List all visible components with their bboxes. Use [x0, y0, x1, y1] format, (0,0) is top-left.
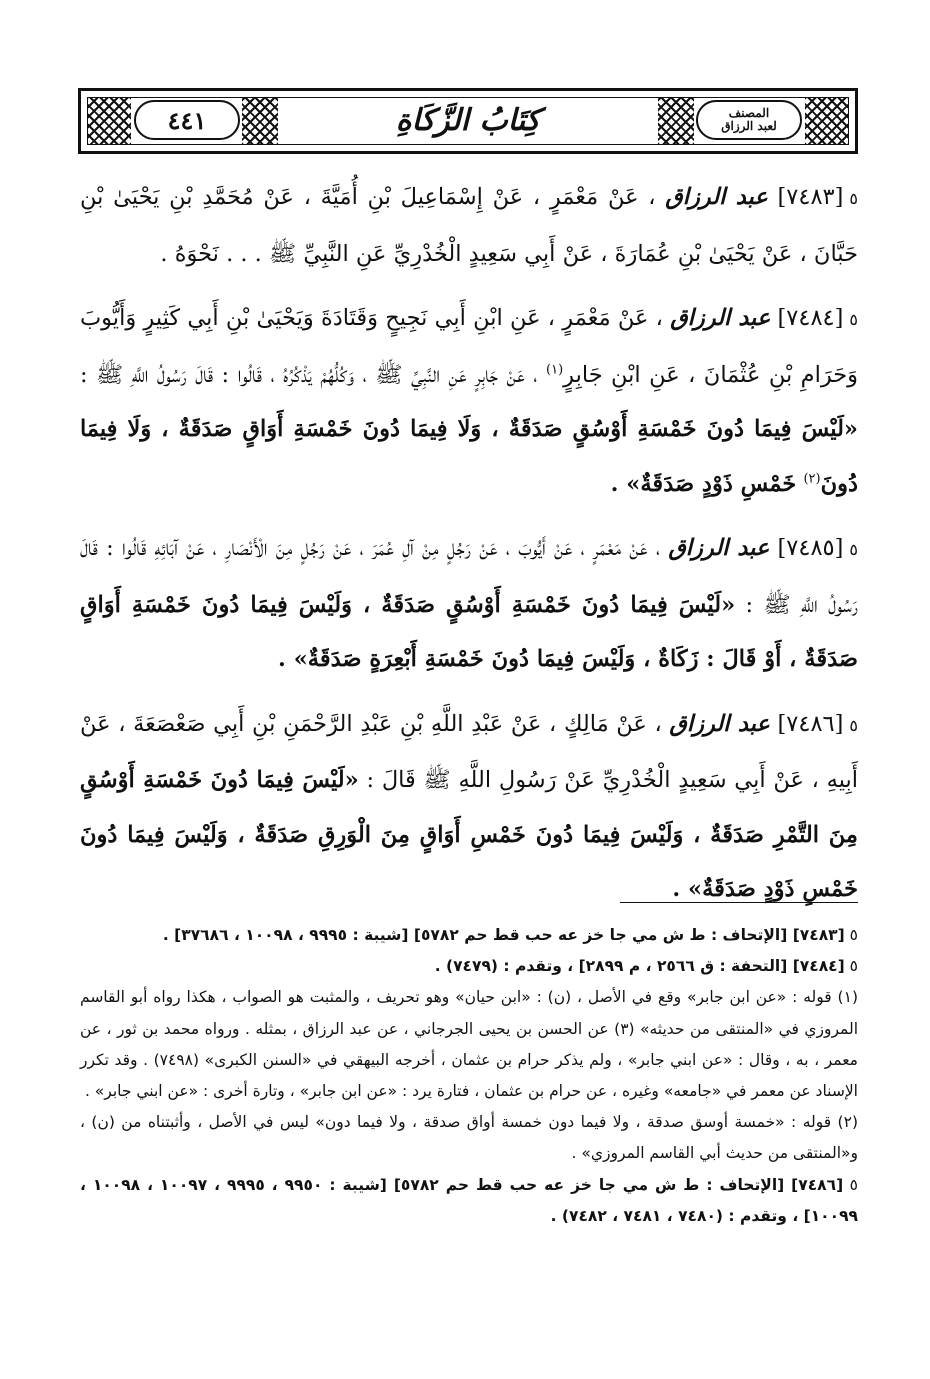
hadith-text: ، عَنْ مَعْمَرٍ ، عَنْ إِسْمَاعِيلَ بْنِ أُمَيَّةَ ، عَنْ مُحَمَّدِ بْنِ يَحْيَىٰ بْنِ حَبَّانَ ، عَنْ يَحْيَىٰ بْنِ عُمَارَةَ ، عَنْ أَبِي سَعِيدٍ الْخُدْرِيِّ عَنِ النَّبِيِّ ﷺ . . . نَحْوَهُ . — [80, 184, 858, 267]
hadith-7484 — [80, 291, 858, 511]
hadith-text: ، عَنْ مَالِكٍ ، عَنْ عَبْدِ اللَّهِ بْنِ عَبْدِ الرَّحْمَنِ بْنِ أَبِي صَعْصَعَةَ ، عَنْ أَبِيهِ ، عَنْ أَبِي سَعِيدٍ الْخُدْرِيِّ عَنْ رَسُولِ اللَّهِ ﷺ قَالَ : — [80, 710, 859, 793]
hadith-7486 — [80, 697, 858, 917]
footnote-source: ٥ [٧٤٨٣] [الإتحاف : ط ش مي جا خز عه حب قط حم ٥٧٨٢] [شيبة : ٩٩٩٥ ، ١٠٠٩٨ ، ٣٧٦٨٦] . — [162, 926, 858, 944]
hadith-7485 — [80, 521, 858, 687]
hadith-marker: ٥ — [849, 715, 858, 735]
brand-line-2: لعبد الرزاق — [721, 119, 777, 133]
footnote-separator — [620, 902, 858, 903]
footnote-ref-2[interactable]: (٢) — [803, 471, 821, 486]
ornament-pattern-icon — [242, 97, 278, 145]
hadith-quote: خَمْسِ ذَوْدٍ صَدَقَةٌ» . — [610, 470, 797, 497]
hadith-number: [٧٤٨٤] — [777, 305, 844, 331]
footnotes — [80, 920, 858, 1232]
hadith-marker: ٥ — [849, 310, 858, 329]
hadith-quote: «لَيْسَ فِيمَا دُونَ خَمْسَةِ أَوْسُقٍ مِنَ التَّمْرِ صَدَقَةٌ ، وَلَيْسَ فِيمَا دُونَ خَمْسِ أَوَاقٍ مِنَ الْوَرِقِ صَدَقَةٌ ، وَلَيْسَ فِيمَا دُونَ خَمْسِ ذَوْدٍ صَدَقَةٌ» . — [80, 767, 858, 902]
page-number: ٤٤١ — [134, 100, 240, 140]
ornament-pattern-icon — [805, 97, 849, 145]
ornament-pattern-icon — [87, 97, 131, 145]
footnote-ref-1[interactable]: (١) — [546, 362, 564, 377]
main-text — [80, 170, 858, 927]
page-header — [78, 88, 858, 154]
hadith-quote: «لَيْسَ فِيمَا دُونَ خَمْسَةِ أَوْسُقٍ صَدَقَةٌ ، وَلَا فِيمَا دُونَ خَمْسَةِ أَوَاقٍ صَدَقَةٌ ، وَلَا فِيمَا دُونَ — [80, 416, 858, 497]
hadith-7483 — [80, 170, 858, 281]
hadith-author: عبد الرزاق — [670, 305, 771, 331]
footnote-source: ٥ [٧٤٨٦] [الإتحاف : ط ش مي جا خز عه حب قط حم ٥٧٨٢] [شيبة : ٩٩٥٠ ، ٩٩٩٥ ، ١٠٠٩٧ ، ١٠٠٩٨ ، ١٠٠٩٩] ، وتقدم : (٧٤٨٠ ، ٧٤٨١ ، ٧٤٨٢) . — [80, 1175, 858, 1225]
hadith-author: عبد الرزاق — [669, 710, 770, 737]
hadith-number: [٧٤٨٥] — [777, 535, 844, 561]
footnote-source: ٥ [٧٤٨٤] [التحفة : ق ٢٥٦٦ ، م ٢٨٩٩] ، وتقدم : (٧٤٧٩) . — [434, 957, 858, 976]
footnote-note: (٢) قوله : «خمسة أوسق صدقة ، ولا فيما دون خمسة أواق صدقة ، ولا فيما دون» ليس في الأصل ، وأثبتناه من (ن) ، و«المنتقى من حديث أبي القاسم المروزي» . — [80, 1113, 858, 1163]
chapter-title: كِتَابُ الزَّكَاةِ — [395, 102, 541, 138]
hadith-quote: «لَيْسَ فِيمَا دُونَ خَمْسَةِ أَوْسُقٍ صَدَقَةٌ ، وَلَيْسَ فِيمَا دُونَ خَمْسَةِ أَوَاقٍ صَدَقَةٌ ، أَوْ قَالَ : زَكَاةٌ ، وَلَيْسَ فِيمَا دُونَ خَمْسَةِ أَبْعِرَةٍ صَدَقَةٌ» . — [80, 591, 858, 672]
hadith-marker: ٥ — [849, 189, 858, 208]
hadith-number: [٧٤٨٦] — [777, 710, 844, 737]
ornament-pattern-icon — [658, 97, 694, 145]
hadith-text: ، عَنْ مَعْمَرٍ ، عَنِ ابْنِ أَبِي نَجِيحٍ وَقَتَادَةَ وَيَحْيَىٰ بْنِ أَبِي كَثِيرٍ وَأَيُّوبَ وَحَرَامِ بْنِ عُثْمَانَ ، عَنِ ابْنِ جَابِرٍ — [80, 305, 859, 388]
hadith-marker: ٥ — [849, 540, 858, 559]
hadith-author: عبد الرزاق — [665, 184, 768, 210]
book-brand — [696, 100, 802, 140]
footnote-note: (١) قوله : «عن ابن جابر» وقع في الأصل ، (ن) : «ابن حيان» وهو تحريف ، والمثبت هو الصواب ، هكذا رواه أبو القاسم المروزي في «المنتقى من حديثه» (٣) عن الحسن بن يحيى الجرجاني ، عن عبد الرزاق ، بمثله . ورواه محمد بن ثور ، عن معمر ، به ، وقال : «عن ابني جابر» ، ولم يذكر حرام بن عثمان ، أخرجه البيهقي في «السنن الكبرى» (٧٤٩٨) . وقد تكرر الإسناد عن معمر في «جامعه» وغيره ، عن حرام بن عثمان ، فتارة يرد : «عن ابن جابر» ، وتارة أخرى : «عن ابني جابر» . — [80, 988, 858, 1101]
brand-line-1: المصنف — [728, 106, 770, 120]
hadith-text: ، عَنْ جَابِرٍ عَنِ النَّبِيِّ ﷺ ، وَكُلُّهُمْ يَذْكُرُهُ ، قَالُوا : قَالَ رَسُولُ اللَّهِ ﷺ : — [80, 361, 538, 388]
hadith-author: عبد الرزاق — [668, 535, 770, 561]
hadith-number: [٧٤٨٣] — [777, 184, 844, 210]
hadith-text: ، عَنْ مَعْمَرٍ ، عَنْ أَيُّوبَ ، عَنْ رَجُلٍ مِنْ آلِ عُمَرَ ، عَنْ رَجُلٍ مِنَ الْأَنْصَارِ ، عَنْ آبَائِهِ قَالُوا : قَالَ رَسُولُ اللَّهِ ﷺ : — [80, 535, 859, 618]
